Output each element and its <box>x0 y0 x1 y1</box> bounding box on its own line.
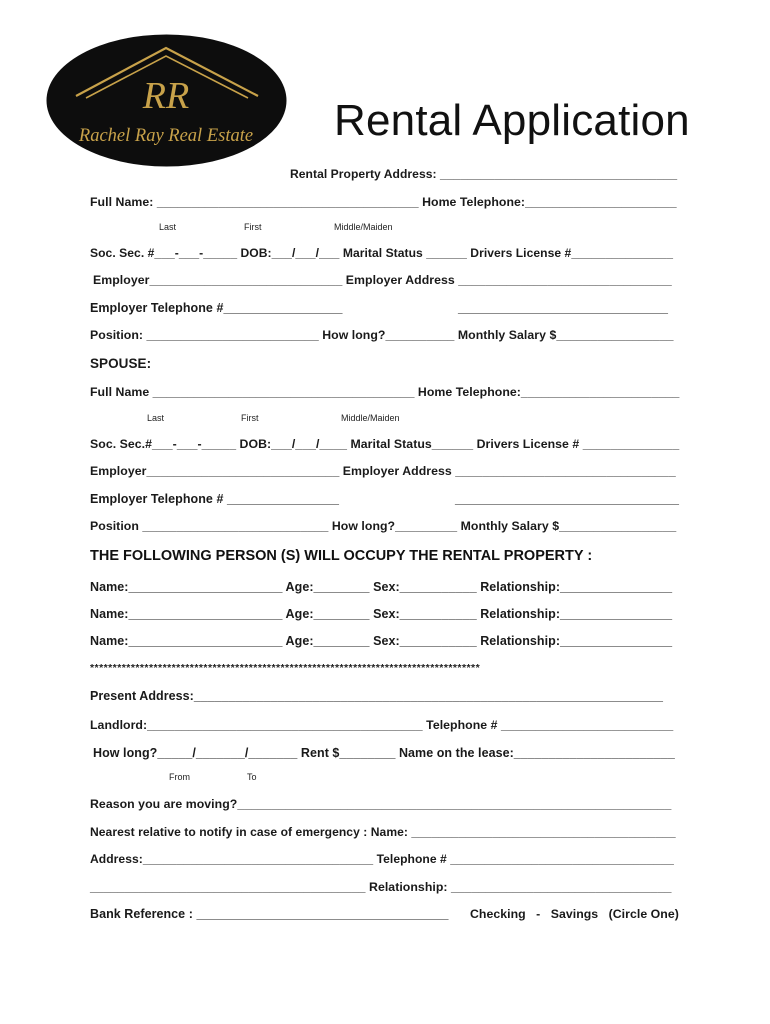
page-title: Rental Application <box>334 96 690 145</box>
occupant-row-1[interactable]: Name:______________________ Age:________ Sex:___________ Relationship:________________ <box>90 580 673 594</box>
spouse-employer-telephone-field[interactable]: Employer Telephone # ________________ <box>90 492 339 506</box>
spouse-last-label: Last <box>147 413 165 423</box>
position-field[interactable]: Position: _________________________ How long?__________ Monthly Salary $_________________ <box>90 328 674 342</box>
bank-account-type-options[interactable]: Checking - Savings (Circle One) <box>470 907 679 921</box>
spouse-employer-field[interactable]: Employer____________________________ Employer Address ________________________________ <box>90 464 676 478</box>
spouse-position-field[interactable]: Position ___________________________ How long?_________ Monthly Salary $_________________ <box>90 519 677 533</box>
spouse-soc-sec-field[interactable]: Soc. Sec.#___-___-_____ DOB:___/___/____ Marital Status______ Drivers License # ______________ <box>90 437 680 451</box>
spouse-heading: SPOUSE: <box>90 356 152 371</box>
occupants-heading: THE FOLLOWING PERSON (S) WILL OCCUPY THE RENTAL PROPERTY : <box>90 548 593 564</box>
soc-sec-field[interactable]: Soc. Sec. #___-___-_____ DOB:___/___/___ Marital Status ______ Drivers License #_______________ <box>90 246 673 260</box>
bank-reference-field[interactable]: Bank Reference : ____________________________________ <box>90 907 449 921</box>
reason-moving-field[interactable]: Reason you are moving?_______________________________________________________________ <box>90 797 672 811</box>
how-long-to-label: To <box>247 772 257 782</box>
full-name-first-label: First <box>244 222 262 232</box>
landlord-field[interactable]: Landlord:________________________________________ Telephone # _________________________ <box>90 718 674 732</box>
asterisk-separator: ************************************************************************************** <box>90 662 481 674</box>
property-address-field[interactable]: Rental Property Address: ___________________________________ <box>290 167 678 181</box>
full-name-last-label: Last <box>159 222 177 232</box>
employer-field[interactable]: Employer____________________________ Employer Address _______________________________ <box>93 273 672 287</box>
company-logo <box>46 34 287 167</box>
logo-monogram: RR <box>142 75 190 117</box>
spouse-first-label: First <box>241 413 259 423</box>
employer-address-line-2[interactable]: ______________________________ <box>458 301 669 315</box>
logo-company-name: Rachel Ray Real Estate <box>78 126 254 146</box>
full-name-middle-label: Middle/Maiden <box>334 222 393 232</box>
spouse-employer-address-line-2[interactable]: ________________________________ <box>455 492 680 506</box>
nearest-relative-field[interactable]: Nearest relative to notify in case of emergency : Name: _______________________________________ <box>90 825 676 839</box>
spouse-middle-label: Middle/Maiden <box>341 413 400 423</box>
present-address-field[interactable]: Present Address:___________________________________________________________________ <box>90 689 663 703</box>
how-long-field[interactable]: How long?_____/_______/_______ Rent $________ Name on the lease:_______________________ <box>93 746 675 760</box>
full-name-field[interactable]: Full Name: ______________________________________ Home Telephone:______________________ <box>90 195 677 209</box>
employer-telephone-field[interactable]: Employer Telephone #_________________ <box>90 301 343 315</box>
how-long-from-label: From <box>169 772 190 782</box>
relationship-field[interactable]: ________________________________________ Relationship: ________________________________ <box>90 880 672 894</box>
occupant-row-2[interactable]: Name:______________________ Age:________ Sex:___________ Relationship:________________ <box>90 607 673 621</box>
relative-address-field[interactable]: Address:__________________________________ Telephone # _________________________________ <box>90 852 674 866</box>
occupant-row-3[interactable]: Name:______________________ Age:________ Sex:___________ Relationship:________________ <box>90 634 673 648</box>
spouse-full-name-field[interactable]: Full Name ______________________________________ Home Telephone:_______________________ <box>90 385 680 399</box>
